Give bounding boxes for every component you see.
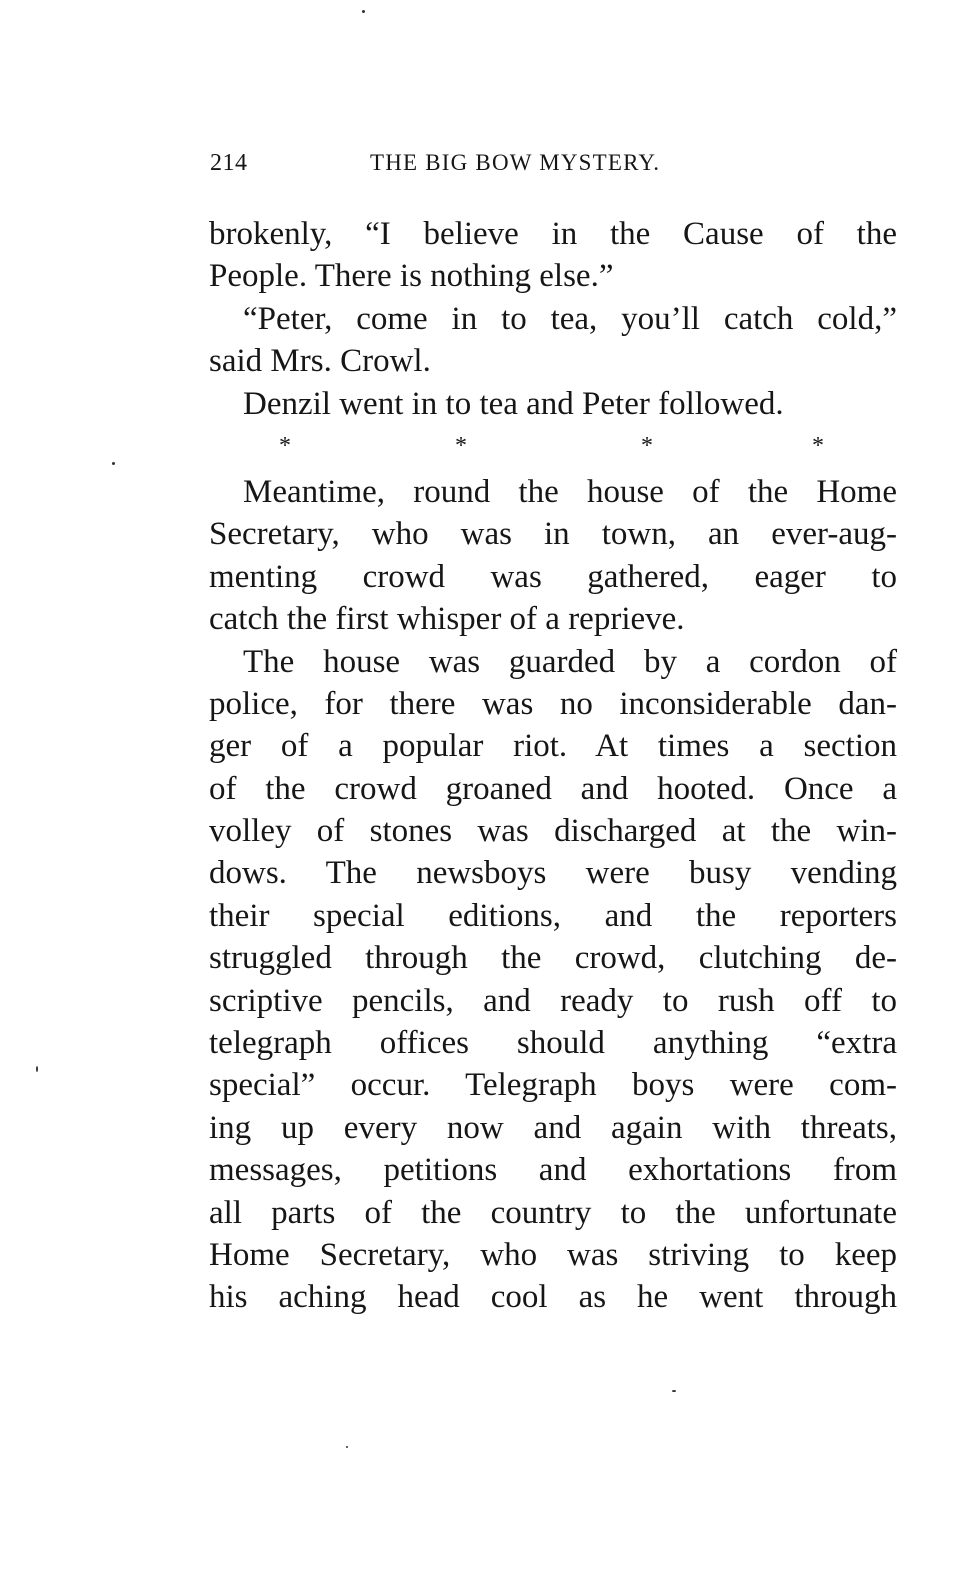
text-line: ger of a popular riot. At times a section xyxy=(209,728,897,765)
text-line: struggled through the crowd, clutching de- xyxy=(209,940,897,977)
separator-asterisk: * xyxy=(455,432,467,459)
text-line: telegraph offices should anything “extra xyxy=(209,1025,897,1062)
running-title: THE BIG BOW MYSTERY. xyxy=(370,150,661,175)
text-line: all parts of the country to the unfortunate xyxy=(209,1194,897,1231)
text-line: Home Secretary, who was striving to keep xyxy=(209,1236,897,1273)
text-line: catch the first whisper of a reprieve. xyxy=(209,601,685,638)
text-line: volley of stones was discharged at the win- xyxy=(209,813,897,850)
text-line: People. There is nothing else.” xyxy=(209,258,614,295)
text-line: dows. The newsboys were busy vending xyxy=(209,855,897,892)
text-line: messages, petitions and exhortations from xyxy=(209,1152,897,1189)
text-line: their special editions, and the reporters xyxy=(209,897,897,934)
text-line: his aching head cool as he went through xyxy=(209,1279,897,1316)
text-line: menting crowd was gathered, eager to xyxy=(209,558,897,595)
separator-asterisk: * xyxy=(279,432,291,459)
text-line: special” occur. Telegraph boys were com- xyxy=(209,1067,897,1104)
page-header xyxy=(210,150,736,186)
text-line: ing up every now and again with threats, xyxy=(209,1109,897,1146)
scan-speck xyxy=(112,462,115,465)
text-line: The house was guarded by a cordon of xyxy=(243,643,897,680)
text-line: Secretary, who was in town, an ever-aug- xyxy=(209,516,897,553)
scan-speck xyxy=(36,1066,38,1072)
page-number: 214 xyxy=(210,150,248,176)
text-line: police, for there was no inconsiderable dan- xyxy=(209,685,897,722)
text-line: of the crowd groaned and hooted. Once a xyxy=(209,770,897,807)
scan-speck xyxy=(672,1390,676,1392)
text-line: scriptive pencils, and ready to rush off to xyxy=(209,982,897,1019)
separator-asterisk: * xyxy=(812,432,824,459)
text-line: Meantime, round the house of the Home xyxy=(243,473,897,510)
text-line: brokenly, “I believe in the Cause of the xyxy=(209,216,897,252)
scan-speck xyxy=(346,1446,348,1448)
section-separator xyxy=(209,425,897,471)
separator-asterisk: * xyxy=(641,432,653,459)
text-line: said Mrs. Crowl. xyxy=(209,343,431,380)
scan-speck xyxy=(362,10,365,13)
text-line: Denzil went in to tea and Peter followed. xyxy=(243,385,784,422)
body-text xyxy=(209,213,897,1319)
text-line: “Peter, come in to tea, you’ll catch cold,” xyxy=(243,300,897,337)
